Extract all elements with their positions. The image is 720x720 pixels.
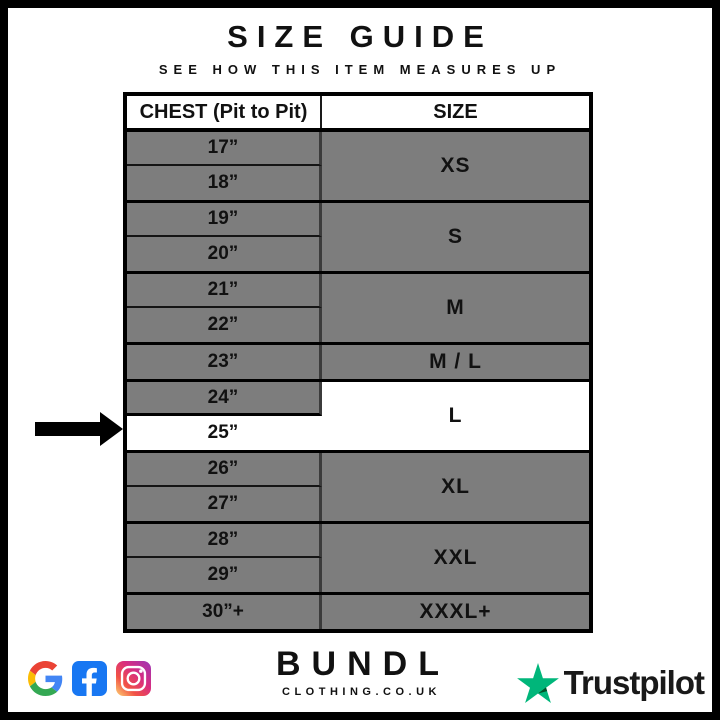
size-cell: L	[322, 382, 589, 450]
size-group	[127, 274, 589, 345]
size-cell: XL	[322, 453, 589, 521]
bundl-logo	[270, 645, 450, 698]
size-cell: M / L	[322, 345, 589, 379]
chest-cell: 28”	[127, 524, 322, 558]
chest-column	[127, 345, 322, 379]
chest-column	[127, 453, 322, 521]
size-group	[127, 132, 589, 203]
chest-column	[127, 595, 322, 629]
chest-cell: 26”	[127, 453, 322, 487]
chest-cell: 17”	[127, 132, 322, 166]
chest-column	[127, 382, 322, 450]
size-cell: XS	[322, 132, 589, 200]
chest-cell: 24”	[127, 382, 322, 416]
google-icon	[28, 661, 63, 696]
size-cell: S	[322, 203, 589, 271]
size-column-header: SIZE	[433, 100, 478, 123]
chest-column	[127, 203, 322, 271]
chest-cell: 22”	[127, 308, 322, 342]
chest-column-header: CHEST (Pit to Pit)	[127, 96, 322, 128]
chest-cell: 30”+	[127, 595, 322, 629]
trustpilot-star-icon	[517, 663, 559, 703]
chest-column	[127, 274, 322, 342]
chest-cell: 29”	[127, 558, 322, 592]
size-cell: XXL	[322, 524, 589, 592]
chest-column	[127, 132, 322, 200]
page-title: SIZE GUIDE	[227, 19, 493, 54]
size-group	[127, 203, 589, 274]
trustpilot-label: Trustpilot	[563, 664, 704, 701]
size-group	[127, 595, 589, 629]
size-table	[123, 92, 593, 633]
size-group	[127, 524, 589, 595]
chest-cell: 20”	[127, 237, 322, 271]
instagram-icon	[116, 661, 151, 696]
size-group	[127, 345, 589, 382]
size-group	[127, 453, 589, 524]
chest-cell: 18”	[127, 166, 322, 200]
chest-cell: 21”	[127, 274, 322, 308]
size-cell: XXXL+	[322, 595, 589, 629]
size-group	[127, 382, 589, 453]
page-subtitle: SEE HOW THIS ITEM MEASURES UP	[158, 62, 562, 77]
facebook-icon	[72, 661, 107, 696]
chest-cell: 19”	[127, 203, 322, 237]
table-header-row	[127, 96, 589, 132]
trustpilot-logo	[517, 663, 704, 703]
size-table-body	[127, 132, 589, 629]
brand-name: BUNDL	[276, 645, 450, 683]
brand-domain: CLOTHING.CO.UK	[282, 686, 441, 698]
size-cell: M	[322, 274, 589, 342]
pointer-arrow-icon	[34, 411, 124, 447]
chest-cell: 23”	[127, 345, 322, 379]
chest-cell: 25”	[127, 416, 322, 450]
social-icons	[28, 661, 151, 696]
chest-cell: 27”	[127, 487, 322, 521]
chest-column	[127, 524, 322, 592]
